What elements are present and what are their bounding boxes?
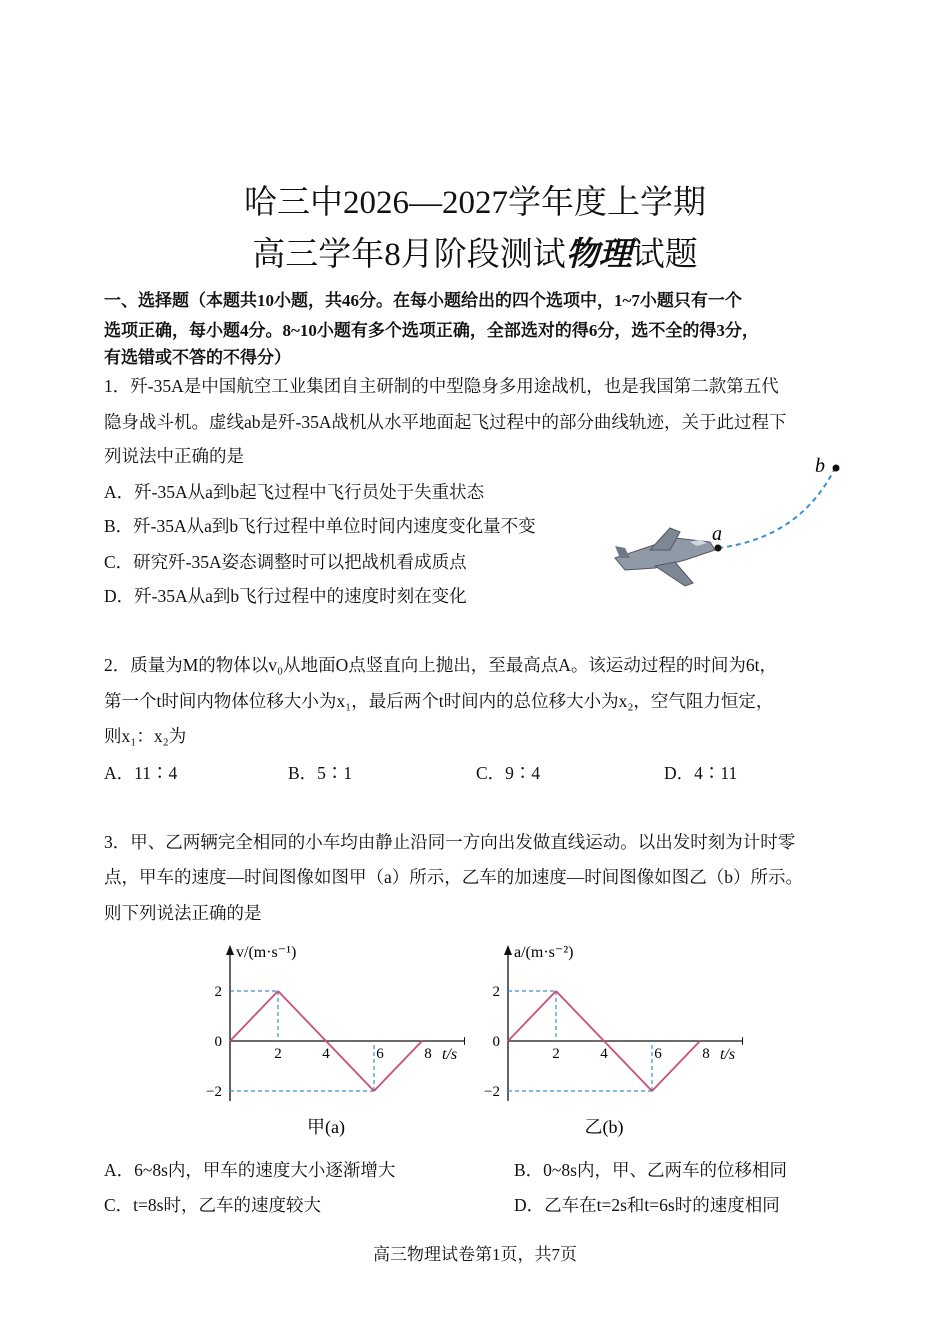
q3-option-a: A．6~8s内，甲车的速度大小逐渐增大	[104, 1160, 396, 1180]
y-tick-label: 2	[214, 984, 222, 1000]
q1-option-c: C．研究歼-35A姿态调整时可以把战机看成质点	[104, 552, 467, 572]
y-axis-arrow	[504, 945, 512, 955]
series-segment	[604, 1041, 652, 1091]
jet-fighter-icon	[615, 528, 715, 586]
y-tick-label: 0	[492, 1034, 500, 1050]
point-a	[715, 545, 722, 552]
series-segment	[278, 991, 326, 1041]
y-tick-label: −2	[484, 1084, 500, 1100]
q2-line3: 则x₁：x₂为	[104, 726, 187, 746]
trajectory-dashed-curve	[718, 468, 835, 548]
label-b: b	[815, 455, 825, 477]
section1-line3: 有选错或不答的不得分）	[104, 348, 291, 367]
x-tick-label: 6	[654, 1046, 662, 1062]
section1-line2: 选项正确，每小题4分。8~10小题有多个选项正确，全部选对的得6分，选不全的得3分，	[104, 321, 759, 340]
title-prefix: 高三学年8月阶段测试	[252, 237, 566, 273]
x-axis-label: t/s	[720, 1046, 736, 1063]
q3-line2: 点，甲车的速度—时间图像如图甲（a）所示，乙车的加速度—时间图像如图乙（b）所示。	[104, 867, 804, 887]
jet-trajectory-figure	[610, 448, 850, 598]
chart-caption: 甲(a)	[307, 1117, 345, 1137]
q3-option-c: C．t=8s时，乙车的速度较大	[104, 1195, 321, 1215]
y-axis-label: v/(m·s⁻¹)	[236, 944, 297, 961]
q2-option-c: C．9∶4	[476, 763, 541, 783]
q2-line1: 2．质量为M的物体以v₀从地面O点竖直向上抛出，至最高点A。该运动过程的时间为6t，	[104, 655, 778, 675]
q3-line3: 则下列说法正确的是	[104, 903, 262, 923]
x-tick-label: 4	[600, 1046, 608, 1062]
chart-caption: 乙(b)	[584, 1117, 624, 1137]
q3-option-b: B．0~8s内，甲、乙两车的位移相同	[514, 1160, 787, 1180]
q1-line1: 1．歼-35A是中国航空工业集团自主研制的中型隐身多用途战机，也是我国第二款第五代	[104, 376, 779, 396]
q1-option-d: D．歼-35A从a到b飞行过程中的速度时刻在变化	[104, 586, 467, 606]
q2-option-b: B．5∶1	[288, 763, 353, 783]
q2-option-a: A．11∶4	[104, 763, 178, 783]
series-segment	[556, 991, 604, 1041]
point-b	[833, 465, 840, 472]
x-tick-label: 4	[322, 1046, 330, 1062]
q2-line2: 第一个t时间内物体位移大小为x₁，最后两个t时间内的总位移大小为x₂，空气阻力恒定，	[104, 691, 774, 711]
series-segment	[230, 991, 278, 1041]
x-axis-label: t/s	[442, 1046, 458, 1063]
x-axis-arrow	[742, 1037, 743, 1045]
y-axis-label: a/(m·s⁻²)	[514, 944, 574, 961]
title-subject: 物理	[565, 237, 632, 273]
x-tick-label: 2	[274, 1046, 282, 1062]
exam-title-line1: 哈三中2026—2027学年度上学期	[244, 185, 706, 221]
y-tick-label: 2	[492, 984, 500, 1000]
q2-option-d: D．4∶11	[664, 763, 738, 783]
x-tick-label: 8	[424, 1046, 432, 1062]
x-tick-label: 8	[702, 1046, 710, 1062]
page-footer: 高三物理试卷第1页，共7页	[373, 1245, 577, 1264]
q3-line1: 3．甲、乙两辆完全相同的小车均由静止沿同一方向出发做直线运动。以出发时刻为计时零	[104, 832, 796, 852]
q1-line3: 列说法中正确的是	[104, 446, 244, 466]
q1-line2: 隐身战斗机。虚线ab是歼-35A战机从水平地面起飞过程中的部分曲线轨迹，关于此过程下	[104, 412, 787, 432]
y-tick-label: 0	[214, 1034, 222, 1050]
q3-option-d: D．乙车在t=2s和t=6s时的速度相同	[514, 1195, 780, 1215]
series-segment	[508, 991, 556, 1041]
section1-line1: 一、选择题（本题共10小题，共46分。在每小题给出的四个选项中，1~7小题只有一个	[104, 291, 742, 310]
x-axis-arrow	[464, 1037, 465, 1045]
y-axis-arrow	[226, 945, 234, 955]
y-tick-label: −2	[206, 1084, 222, 1100]
label-a: a	[712, 523, 722, 545]
x-tick-label: 6	[376, 1046, 384, 1062]
chart-velocity-time-a	[195, 935, 465, 1150]
title-suffix: 试题	[631, 237, 698, 273]
series-segment	[326, 1041, 374, 1091]
exam-title-line2	[0, 228, 950, 275]
x-tick-label: 2	[552, 1046, 560, 1062]
chart-acceleration-time-b	[473, 935, 743, 1150]
q1-option-b: B．歼-35A从a到b飞行过程中单位时间内速度变化量不变	[104, 516, 536, 536]
q1-option-a: A．歼-35A从a到b起飞过程中飞行员处于失重状态	[104, 482, 485, 502]
